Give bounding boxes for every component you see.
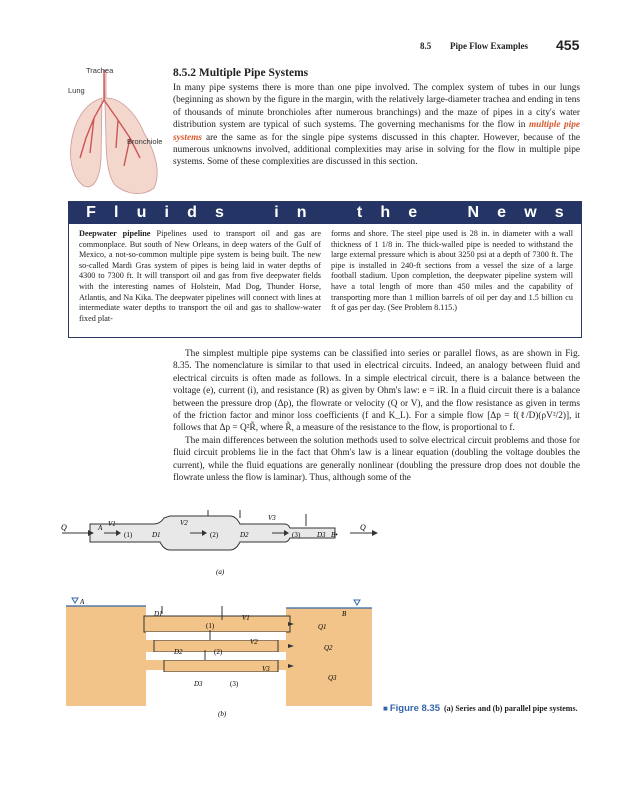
figure-a-series-pipes [60, 508, 390, 578]
section-heading: 8.5.2 Multiple Pipe Systems [173, 67, 309, 79]
trachea-label: Trachea [86, 66, 114, 75]
fig-b-seg3: (3) [230, 680, 239, 688]
header-section-number: 8.5 [420, 41, 432, 51]
fig-b-seg2: (2) [214, 648, 223, 656]
lung-label: Lung [68, 86, 85, 95]
fig-b-point-b: B [342, 610, 347, 618]
figure-caption: ■ Figure 8.35 (a) Series and (b) parallel pipe systems. [383, 703, 578, 714]
fig-b-d1: D1 [154, 610, 163, 618]
fig-b-label: (b) [218, 710, 227, 718]
key-term: multiple pipe systems [173, 120, 580, 143]
intro-paragraph: In many pipe systems there is more than one pipe involved. The complex system of tubes in our lungs (beginning as shown by the figure in the margin, with the relatively large-diameter trachea and ending in tens of thousands of minute bronchioles after numerous branchings) and the maze of pipes in a city's water distribution system are typical of such systems. The governing mechanisms for the flow in multiple pipe systems are the same as for the single pipe systems discussed in this chapter. However, because of the numerous unknowns involved, additional complexities may arise in solving for the flow in multiple pipe systems. Some of these complexities are discussed in this section. [173, 83, 580, 168]
fig-a-v2: V2 [180, 519, 188, 527]
fig-b-q2: Q2 [324, 644, 333, 652]
fig-b-d3: D3 [194, 680, 203, 688]
fig-a-q-out: Q [360, 523, 366, 532]
fluids-in-the-news-box [68, 201, 582, 338]
fig-a-d1: D1 [152, 531, 161, 539]
news-title-bar: F l u i d s i n t h e N e w s [69, 202, 581, 224]
fig-b-point-a: A [80, 598, 85, 606]
fig-a-d2: D2 [240, 531, 249, 539]
paragraph-differences: The main differences between the solution methods used to solve electrical circuit problems and those for fluid circuit problems lie in the fact that Ohm's law is a linear equation (doubling the voltage doubles the current), while the fluid equations are generally nonlinear (doubling the pressure drop does not double the flowrate unless the flow is laminar). Thus, although some of the [173, 435, 580, 484]
fig-b-v2: V2 [250, 638, 258, 646]
caption-text: (a) Series and (b) parallel pipe systems. [444, 704, 578, 713]
fig-b-q1: Q1 [318, 623, 327, 631]
figure-b-parallel-pipes [62, 592, 382, 722]
body-text [173, 348, 580, 484]
page-number: 455 [556, 37, 580, 53]
paragraph-analogy: The simplest multiple pipe systems can be classified into series or parallel flows, as are shown in Fig. 8.35. The nomenclature is similar to that used in electrical circuits. Indeed, an analogy between fluid and electrical circuits is often made as follows. In a simple electrical circuit, there is a balance between the voltage (e), current (i), and resistance (R) as given by Ohm's law: e = iR. In a fluid circuit there is a balance between the pressure drop (Δp), the flowrate or velocity (Q or V), and the flow resistance as given in terms of the friction factor and minor loss coefficients (f and K_L). For a simple flow [Δp = f(ℓ/D)(ρV²/2)], it follows that Δp = Q²R̃, where R̃, a measure of the resistance to the flow, is proportional to f. [173, 349, 580, 434]
fig-b-q3: Q3 [328, 674, 337, 682]
fig-b-v3: V3 [262, 665, 270, 673]
fig-a-q-in: Q [61, 523, 67, 532]
fig-b-v1: V1 [242, 614, 250, 622]
fig-a-point-a: A [98, 524, 103, 532]
fig-b-seg1: (1) [206, 622, 215, 630]
bronchiole-label: Bronchiole [127, 137, 163, 146]
news-left-column: Deepwater pipeline Pipelines used to transport oil and gas are commonplace. But south of New Orleans, in deep waters of the Gulf of Mexico, a not-so-common multiple pipe system is being built. The new so-called Mardi Gras system of pipes is being laid in water depths of 4300 to 7300 ft. It will transport oil and gas from five deepwater fields with the interesting names of Holstein, Mad Dog, Thunder Horse, Atlantis, and Na Kika. The deepwater pipelines will connect with lines at intermediate water depths to transport the oil and gas to shallow-water fixed plat- [79, 229, 322, 323]
fig-a-v3: V3 [268, 514, 276, 522]
fig-a-v1: V1 [108, 520, 116, 528]
figure-number: Figure 8.35 [389, 703, 441, 714]
lung-margin-figure [66, 58, 176, 208]
fig-a-label: (a) [216, 568, 225, 576]
fig-a-seg2: (2) [210, 531, 219, 539]
header-section-title: Pipe Flow Examples [450, 41, 528, 51]
fig-a-point-b: B• [331, 531, 338, 539]
news-right-column: forms and shore. The steel pipe used is 28 in. in diameter with a wall thickness of 1 1/8 in. The thick-walled pipe is needed to withstand the large external pressure which is about 3250 psi at a depth of 7300 ft. The pipe is installed in 240-ft sections from a vessel the size of a large football stadium. Upon completion, the deepwater pipeline system will have a total length of more than 450 miles and the capability of transporting more than 1 million barrels of oil per day and 1.5 billion cu ft of gas per day. (See Problem 8.115.) [331, 229, 573, 313]
fig-b-d2: D2 [174, 648, 183, 656]
fig-a-seg3: (3) [292, 531, 301, 539]
fig-a-seg1: (1) [124, 531, 133, 539]
fig-a-d3: D3 [317, 531, 326, 539]
